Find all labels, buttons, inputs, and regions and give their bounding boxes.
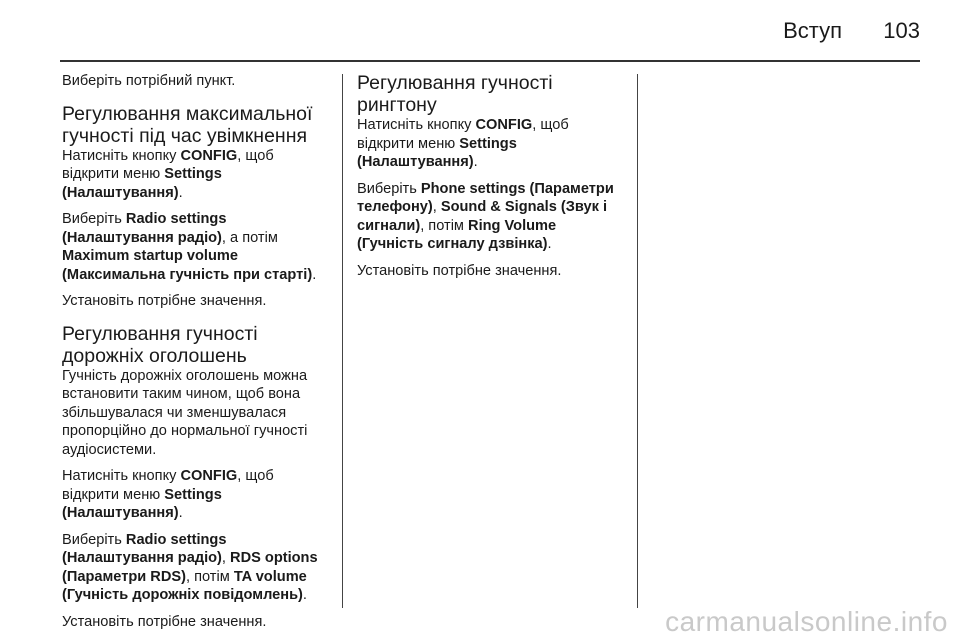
paragraph: Установіть потрібне значення. xyxy=(62,613,267,630)
menu-name: Radio settings (Налаштування радіо) xyxy=(62,211,227,246)
paragraph xyxy=(62,210,330,284)
menu-name: Ring Volume (Гучність сигналу дзвінка) xyxy=(357,217,557,252)
text: Натисніть кнопку xyxy=(62,468,181,484)
text: Виберіть xyxy=(357,180,421,197)
text: , потім xyxy=(420,217,469,234)
paragraph xyxy=(62,147,330,203)
text: Натисніть кнопку xyxy=(62,147,181,164)
menu-name: Sound & Signals (Звук і сигнали) xyxy=(357,199,607,234)
paragraph xyxy=(62,531,330,605)
header-divider xyxy=(60,60,920,62)
section-heading: Регулювання гучності дорожніх оголошень xyxy=(62,322,258,367)
paragraph xyxy=(357,180,625,254)
paragraph xyxy=(62,467,330,523)
text: . xyxy=(178,505,183,521)
button-name: CONFIG xyxy=(180,468,238,484)
section-heading: Регулювання максимальної гучності під час увімкнення xyxy=(62,102,313,147)
menu-name: Settings (Налаштування) xyxy=(62,166,222,201)
column-divider-1 xyxy=(342,74,343,608)
menu-name: TA volume (Гучність дорожніх повідомлень) xyxy=(62,568,307,603)
menu-name: Maximum startup volume (Максимальна гучність при старті) xyxy=(62,248,313,283)
menu-name: Settings (Налаштування) xyxy=(357,135,517,170)
text: . xyxy=(547,236,552,252)
column-2 xyxy=(357,72,625,288)
text: . xyxy=(312,266,317,283)
text: . xyxy=(178,184,183,201)
text: . xyxy=(302,587,307,603)
section-ta-volume xyxy=(62,323,330,632)
chapter-title: Вступ xyxy=(783,18,842,43)
button-name: CONFIG xyxy=(180,147,238,164)
text: , xyxy=(432,199,441,215)
section-ring-volume xyxy=(357,72,625,280)
intro-text: Виберіть потрібний пункт. xyxy=(62,73,236,89)
column-1 xyxy=(62,72,330,639)
watermark: carmanualsonline.info xyxy=(665,606,948,637)
text: , xyxy=(221,550,231,566)
section-max-startup-volume xyxy=(62,103,330,311)
text: , щоб відкрити меню xyxy=(357,117,569,152)
menu-name: Phone settings (Параметри телефону) xyxy=(357,180,614,215)
header-bar xyxy=(60,14,920,60)
text: . xyxy=(473,154,478,170)
paragraph: Гучність дорожніх оголошень можна встановити таким чином, щоб вона збільшувалася чи зменшувалася пропорційно до нормальної гучності аудіосистеми. xyxy=(62,367,308,458)
text: , щоб відкрити меню xyxy=(62,147,274,182)
paragraph: Установіть потрібне значення. xyxy=(62,293,267,309)
page-number: 103 xyxy=(883,18,920,43)
text: Виберіть xyxy=(62,531,126,548)
menu-name: Radio settings (Налаштування радіо) xyxy=(62,531,227,566)
text: , потім xyxy=(185,568,234,585)
section-heading: Регулювання гучності рингтону xyxy=(357,72,553,116)
text: , а потім xyxy=(221,229,278,246)
paragraph xyxy=(357,116,625,172)
text: Виберіть xyxy=(62,211,126,227)
column-divider-2 xyxy=(637,74,638,608)
text: Натисніть кнопку xyxy=(357,117,476,133)
text: , щоб відкрити меню xyxy=(62,468,274,503)
menu-name: RDS options (Параметри RDS) xyxy=(62,550,318,585)
menu-name: Settings (Налаштування) xyxy=(62,486,222,521)
button-name: CONFIG xyxy=(475,117,533,133)
paragraph: Установіть потрібне значення. xyxy=(357,262,562,279)
